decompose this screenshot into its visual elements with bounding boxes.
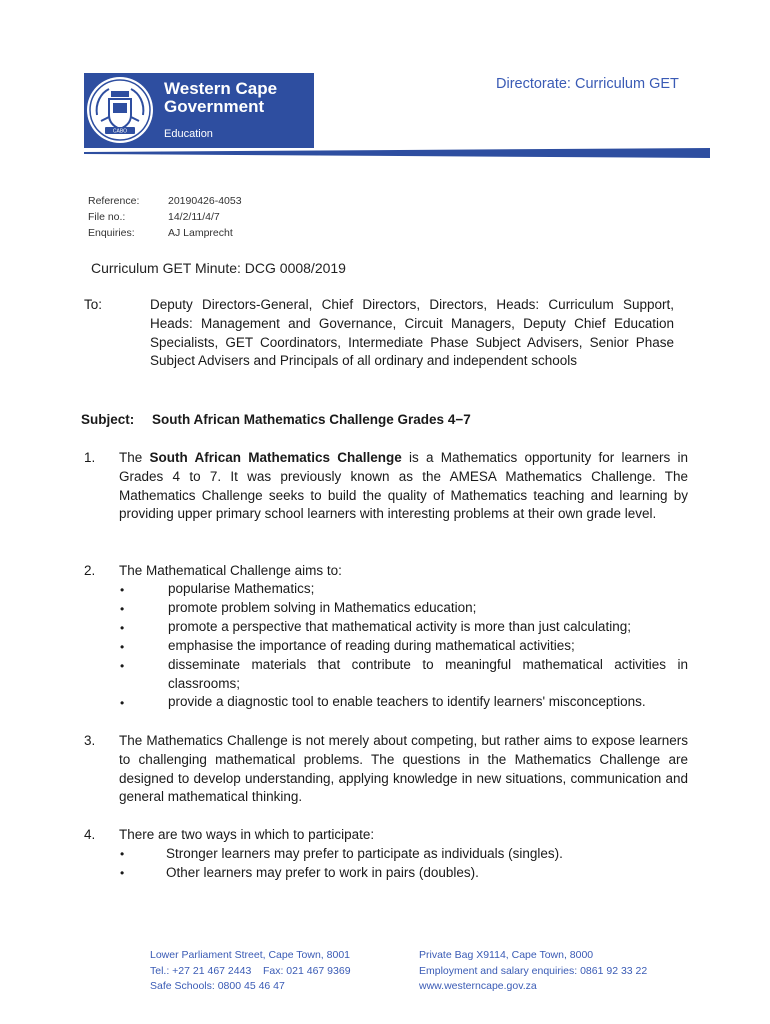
enquiries-value: AJ Lamprecht (168, 227, 233, 239)
footer-phone: Tel.: +27 21 467 2443 Fax: 021 467 9369 (150, 965, 351, 977)
org-name-line1: Western Cape (164, 79, 278, 98)
subject-label: Subject: (81, 412, 135, 427)
bullet-icon: • (120, 847, 125, 861)
reference-value: 20190426-4053 (168, 195, 242, 207)
section-4-intro: There are two ways in which to participate: (119, 827, 375, 842)
section-3-number: 3. (84, 733, 96, 748)
section-2-number: 2. (84, 563, 96, 578)
header-stripe (84, 148, 710, 158)
bullet-icon: • (120, 696, 125, 710)
footer-enquiries: Employment and salary enquiries: 0861 92 33 22 (419, 965, 648, 977)
list-item: disseminate materials that contribute to meaningful mathematical activities in classrooms; (168, 657, 688, 691)
bullet-icon: • (120, 866, 125, 880)
list-item: Stronger learners may prefer to participate as individuals (singles). (166, 846, 563, 861)
footer-address: Lower Parliament Street, Cape Town, 8001 (150, 949, 351, 961)
coat-of-arms-icon (87, 77, 153, 143)
list-item: Other learners may prefer to work in pairs (doubles). (166, 865, 479, 880)
section-2-intro: The Mathematical Challenge aims to: (119, 563, 342, 578)
section-4-number: 4. (84, 827, 96, 842)
section-1-text-rest: is a Mathematics opportunity for learners in Grades 4 to 7. It was previously known as the AMESA Mathematics Challenge. The Mathematics Challenge seeks to build the quality of Mathematics teaching and learning by providing upper primary school learners with interesting problems at their own grade level. (119, 450, 688, 522)
section-3-paragraph: The Mathematics Challenge is not merely about competing, but rather aims to expose learners to challenging mathematical problems. The questions in the Mathematics Challenge are designed to develop understanding, applying knowledge in new situations, communication and general mathematical thinking. (119, 733, 688, 805)
section-1-number: 1. (84, 450, 96, 465)
list-item: emphasise the importance of reading during mathematical activities; (168, 638, 575, 653)
bullet-icon: • (120, 621, 125, 635)
to-recipients: Deputy Directors-General, Chief Directors, Directors, Heads: Curriculum Support, Heads: Management and Governance, Circuit Managers, Deputy Chief Education Specialists, GET Coordinators, Intermediate Phase Subject Advisers, Senior Phase Subject Advisers and Principals of all ordinary and independent schools (150, 297, 674, 369)
footer-website-link[interactable]: www.westerncape.gov.za (419, 980, 537, 992)
section-1-paragraph (119, 449, 688, 524)
list-item: provide a diagnostic tool to enable teachers to identify learners' misconceptions. (168, 694, 646, 709)
bullet-icon: • (120, 602, 125, 616)
enquiries-label: Enquiries: (88, 227, 135, 239)
list-item: promote a perspective that mathematical activity is more than just calculating; (168, 619, 631, 634)
file-no-value: 14/2/11/4/7 (168, 211, 220, 223)
list-item: popularise Mathematics; (168, 581, 315, 596)
footer-safe-schools: Safe Schools: 0800 45 46 47 (150, 980, 285, 992)
bullet-icon: • (120, 583, 125, 597)
directorate-title: Directorate: Curriculum GET (496, 76, 679, 92)
subject-text: South African Mathematics Challenge Grades 4−7 (152, 412, 471, 427)
crest-motto: CABO (112, 128, 128, 135)
file-no-label: File no.: (88, 211, 126, 223)
department-name: Education (164, 128, 213, 140)
section-1-bold-term: South African Mathematics Challenge (149, 450, 402, 465)
bullet-icon: • (120, 640, 125, 654)
footer-postal: Private Bag X9114, Cape Town, 8000 (419, 949, 594, 961)
list-item: promote problem solving in Mathematics education; (168, 600, 477, 615)
section-1-text-start: The (119, 450, 150, 465)
reference-label: Reference: (88, 195, 140, 207)
org-name-line2: Government (164, 97, 265, 116)
to-label: To: (84, 297, 103, 312)
minute-title: Curriculum GET Minute: DCG 0008/2019 (91, 260, 346, 276)
bullet-icon: • (120, 659, 125, 673)
